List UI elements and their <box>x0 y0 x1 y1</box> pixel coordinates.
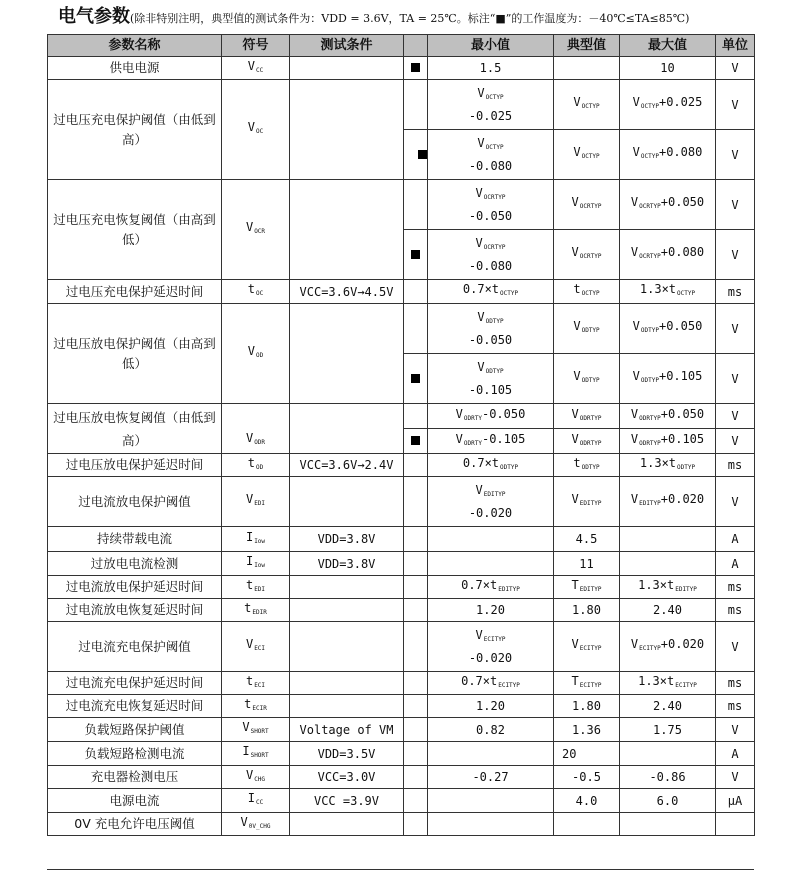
test-condition <box>290 576 404 599</box>
unit: ms <box>716 599 755 622</box>
param-symbol: $V_{CC}$ <box>222 57 290 80</box>
temp-marker <box>404 695 428 718</box>
table-row <box>48 477 755 527</box>
param-name: 电源电流 <box>48 789 222 813</box>
min-value <box>428 789 554 813</box>
divider <box>47 869 754 870</box>
param-symbol: $t_{EDI}$ <box>222 576 290 599</box>
test-condition: Voltage of VM <box>290 718 404 742</box>
max-value: $V_{EDITYP}+0.020$ <box>620 477 716 527</box>
max-value: $1.3\times t_{EDITYP}$ <box>620 576 716 599</box>
test-condition <box>290 57 404 80</box>
min-value <box>428 742 554 766</box>
test-condition <box>290 477 404 527</box>
square-marker-icon <box>411 63 420 72</box>
table-row <box>48 57 755 80</box>
min-value: $V_{EDITYP}$ -0.020 <box>428 477 554 527</box>
section-title <box>58 2 689 28</box>
param-name: 过电流充电保护阈值 <box>48 622 222 672</box>
min-value: 1.20 <box>428 695 554 718</box>
param-symbol: $t_{EDIR}$ <box>222 599 290 622</box>
max-value: $V_{OCRTYP}+0.050$ <box>620 180 716 230</box>
typ-value: $t_{ODTYP}$ <box>554 454 620 477</box>
unit: ms <box>716 576 755 599</box>
square-marker-icon <box>411 436 420 445</box>
table-row <box>48 599 755 622</box>
unit: V <box>716 57 755 80</box>
typ-value <box>554 813 620 836</box>
param-symbol: $V_{ODR}$ <box>222 404 290 454</box>
test-condition <box>290 404 404 454</box>
temp-marker <box>404 742 428 766</box>
typ-value: $T_{EDITYP}$ <box>554 576 620 599</box>
test-condition: VDD=3.8V <box>290 552 404 576</box>
section-title-main: 电气参数 <box>58 6 130 27</box>
unit: ms <box>716 454 755 477</box>
param-symbol: $V_{OCR}$ <box>222 180 290 280</box>
test-condition: VCC=3.6V→4.5V <box>290 280 404 304</box>
max-value: $1.3\times t_{ODTYP}$ <box>620 454 716 477</box>
param-name: 过电压放电保护阈值（由高到低） <box>48 304 222 404</box>
max-value <box>620 552 716 576</box>
test-condition <box>290 304 404 404</box>
max-value <box>620 527 716 552</box>
unit: ms <box>716 280 755 304</box>
table-row <box>48 576 755 599</box>
unit: ms <box>716 672 755 695</box>
header-unit: 单位 <box>716 35 755 57</box>
param-symbol: $t_{ECI}$ <box>222 672 290 695</box>
unit: V <box>716 622 755 672</box>
param-symbol: $I_{SHORT}$ <box>222 742 290 766</box>
unit: A <box>716 527 755 552</box>
typ-value: $V_{EDITYP}$ <box>554 477 620 527</box>
param-name: 过电压放电恢复阈值（由低到高） <box>48 404 222 454</box>
param-name: 过电流放电恢复延迟时间 <box>48 599 222 622</box>
max-value: $V_{OCTYP}+0.025$ <box>620 80 716 130</box>
param-symbol: $t_{OC}$ <box>222 280 290 304</box>
param-name: 过电流放电保护延迟时间 <box>48 576 222 599</box>
min-value: $V_{OCTYP}$ -0.080 <box>428 130 554 180</box>
min-value <box>428 527 554 552</box>
test-condition <box>290 672 404 695</box>
min-value <box>428 813 554 836</box>
typ-value: 1.80 <box>554 599 620 622</box>
param-symbol: $V_{SHORT}$ <box>222 718 290 742</box>
min-value: 0.82 <box>428 718 554 742</box>
table-row <box>48 718 755 742</box>
typ-value: 1.80 <box>554 695 620 718</box>
table-row <box>48 766 755 789</box>
param-symbol: $I_{CC}$ <box>222 789 290 813</box>
temp-marker <box>404 80 428 130</box>
min-value: 1.5 <box>428 57 554 80</box>
max-value: 1.75 <box>620 718 716 742</box>
header-min: 最小值 <box>428 35 554 57</box>
max-value: $V_{OCRTYP}+0.080$ <box>620 230 716 280</box>
typ-value: $t_{OCTYP}$ <box>554 280 620 304</box>
max-value: $1.3\times t_{OCTYP}$ <box>620 280 716 304</box>
electrical-parameters-table <box>47 34 755 836</box>
max-value: 10 <box>620 57 716 80</box>
temp-marker <box>404 599 428 622</box>
max-value <box>620 742 716 766</box>
table-row <box>48 552 755 576</box>
unit: A <box>716 742 755 766</box>
unit <box>716 813 755 836</box>
max-value: $1.3\times t_{ECITYP}$ <box>620 672 716 695</box>
temp-marker <box>404 429 428 454</box>
unit: V <box>716 80 755 130</box>
param-name: 过电流充电恢复延迟时间 <box>48 695 222 718</box>
table-row <box>48 789 755 813</box>
typ-value: $V_{OCTYP}$ <box>554 80 620 130</box>
param-name: 过电流放电保护阈值 <box>48 477 222 527</box>
temp-marker <box>404 130 428 180</box>
max-value: $V_{ODTYP}+0.105$ <box>620 354 716 404</box>
header-row <box>48 35 755 57</box>
param-symbol: $V_{0V\_CHG}$ <box>222 813 290 836</box>
test-condition <box>290 622 404 672</box>
test-condition <box>290 80 404 180</box>
test-condition <box>290 813 404 836</box>
temp-marker <box>404 404 428 429</box>
typ-value: 4.5 <box>554 527 620 552</box>
unit: V <box>716 180 755 230</box>
param-name: 过电压充电恢复阈值（由高到低） <box>48 180 222 280</box>
param-name: 过放电电流检测 <box>48 552 222 576</box>
typ-value: 1.36 <box>554 718 620 742</box>
table-row <box>48 622 755 672</box>
test-condition: VCC=3.6V→2.4V <box>290 454 404 477</box>
temp-marker <box>404 576 428 599</box>
test-condition: VCC=3.0V <box>290 766 404 789</box>
max-value: 6.0 <box>620 789 716 813</box>
square-marker-icon <box>411 374 420 383</box>
typ-value: $V_{OCTYP}$ <box>554 130 620 180</box>
unit: V <box>716 429 755 454</box>
test-condition: VCC =3.9V <box>290 789 404 813</box>
header-max: 最大值 <box>620 35 716 57</box>
table-row <box>48 180 755 230</box>
param-name: 负载短路保护阈值 <box>48 718 222 742</box>
unit: V <box>716 404 755 429</box>
min-value: $V_{OCRTYP}$ -0.050 <box>428 180 554 230</box>
param-symbol: $I_{Iow}$ <box>222 527 290 552</box>
param-name: 过电压充电保护阈值（由低到高） <box>48 80 222 180</box>
typ-value: $V_{ODRTYP}$ <box>554 404 620 429</box>
typ-value: $V_{ECITYP}$ <box>554 622 620 672</box>
unit: V <box>716 766 755 789</box>
min-value: $V_{ECITYP}$ -0.020 <box>428 622 554 672</box>
table-row <box>48 304 755 354</box>
unit: A <box>716 552 755 576</box>
typ-value: 4.0 <box>554 789 620 813</box>
typ-value: $V_{OCRTYP}$ <box>554 230 620 280</box>
min-value <box>428 552 554 576</box>
typ-value: -0.5 <box>554 766 620 789</box>
typ-value: $V_{ODTYP}$ <box>554 304 620 354</box>
table-row <box>48 280 755 304</box>
unit: V <box>716 477 755 527</box>
test-condition: VDD=3.5V <box>290 742 404 766</box>
max-value: 2.40 <box>620 695 716 718</box>
square-marker-icon <box>418 150 427 159</box>
max-value: $V_{ODRTYP}+0.105$ <box>620 429 716 454</box>
header-name: 参数名称 <box>48 35 222 57</box>
table-row <box>48 527 755 552</box>
max-value <box>620 813 716 836</box>
min-value: $V_{ODRTY}-0.105$ <box>428 429 554 454</box>
min-value: $0.7\times t_{OCTYP}$ <box>428 280 554 304</box>
param-name: 过电压放电保护延迟时间 <box>48 454 222 477</box>
temp-marker <box>404 57 428 80</box>
temp-marker <box>404 766 428 789</box>
temp-marker <box>404 454 428 477</box>
param-name: 负载短路检测电流 <box>48 742 222 766</box>
square-marker-icon <box>411 250 420 259</box>
typ-value: 20 <box>554 742 620 766</box>
table-row <box>48 695 755 718</box>
table-row <box>48 742 755 766</box>
table-row <box>48 80 755 130</box>
min-value: $0.7\times t_{EDITYP}$ <box>428 576 554 599</box>
typ-value: $V_{OCRTYP}$ <box>554 180 620 230</box>
test-condition: VDD=3.8V <box>290 527 404 552</box>
typ-value: $V_{ODRTYP}$ <box>554 429 620 454</box>
param-symbol: $V_{CHG}$ <box>222 766 290 789</box>
param-name: 持续带载电流 <box>48 527 222 552</box>
unit: V <box>716 304 755 354</box>
max-value: $V_{ODTYP}+0.050$ <box>620 304 716 354</box>
param-name: 充电器检测电压 <box>48 766 222 789</box>
unit: V <box>716 130 755 180</box>
typ-value: 11 <box>554 552 620 576</box>
unit: V <box>716 230 755 280</box>
unit: ms <box>716 695 755 718</box>
temp-marker <box>404 354 428 404</box>
table-row <box>48 454 755 477</box>
param-symbol: $V_{ECI}$ <box>222 622 290 672</box>
typ-value <box>554 57 620 80</box>
param-name: 0V 充电允许电压阈值 <box>48 813 222 836</box>
temp-marker <box>404 180 428 230</box>
temp-marker <box>404 622 428 672</box>
temp-marker <box>404 527 428 552</box>
max-value: $V_{OCTYP}+0.080$ <box>620 130 716 180</box>
temp-marker <box>404 304 428 354</box>
temp-marker <box>404 552 428 576</box>
param-symbol: $I_{Iow}$ <box>222 552 290 576</box>
table-row <box>48 404 755 429</box>
temp-marker <box>404 230 428 280</box>
param-name: 过电压充电保护延迟时间 <box>48 280 222 304</box>
max-value: 2.40 <box>620 599 716 622</box>
param-name: 供电电源 <box>48 57 222 80</box>
unit: V <box>716 354 755 404</box>
param-name: 过电流充电保护延迟时间 <box>48 672 222 695</box>
unit: V <box>716 718 755 742</box>
header-condition: 测试条件 <box>290 35 404 57</box>
temp-marker <box>404 280 428 304</box>
param-symbol: $V_{OD}$ <box>222 304 290 404</box>
param-symbol: $t_{ECIR}$ <box>222 695 290 718</box>
header-symbol: 符号 <box>222 35 290 57</box>
typ-value: $T_{ECITYP}$ <box>554 672 620 695</box>
param-symbol: $V_{EDI}$ <box>222 477 290 527</box>
min-value: $V_{OCTYP}$ -0.025 <box>428 80 554 130</box>
section-title-note: (除非特别注明，典型值的测试条件为：VDD = 3.6V，TA = 25℃。标注“■”的工作温度为：－40℃≤TA≤85℃) <box>130 12 690 25</box>
test-condition <box>290 599 404 622</box>
min-value: $0.7\times t_{ECITYP}$ <box>428 672 554 695</box>
test-condition <box>290 695 404 718</box>
test-condition <box>290 180 404 280</box>
min-value: $V_{ODTYP}$ -0.050 <box>428 304 554 354</box>
max-value: $V_{ODRTYP}+0.050$ <box>620 404 716 429</box>
temp-marker <box>404 718 428 742</box>
unit: μA <box>716 789 755 813</box>
min-value: -0.27 <box>428 766 554 789</box>
header-typ: 典型值 <box>554 35 620 57</box>
max-value: -0.86 <box>620 766 716 789</box>
max-value: $V_{ECITYP}+0.020$ <box>620 622 716 672</box>
min-value: 1.20 <box>428 599 554 622</box>
param-symbol: $t_{OD}$ <box>222 454 290 477</box>
temp-marker <box>404 813 428 836</box>
table-row <box>48 813 755 836</box>
min-value: $V_{ODTYP}$ -0.105 <box>428 354 554 404</box>
temp-marker <box>404 477 428 527</box>
temp-marker <box>404 672 428 695</box>
header-marker <box>404 35 428 57</box>
min-value: $V_{OCRTYP}$ -0.080 <box>428 230 554 280</box>
temp-marker <box>404 789 428 813</box>
table-row <box>48 672 755 695</box>
min-value: $V_{ODRTY}-0.050$ <box>428 404 554 429</box>
param-symbol: $V_{OC}$ <box>222 80 290 180</box>
min-value: $0.7\times t_{ODTYP}$ <box>428 454 554 477</box>
typ-value: $V_{ODTYP}$ <box>554 354 620 404</box>
